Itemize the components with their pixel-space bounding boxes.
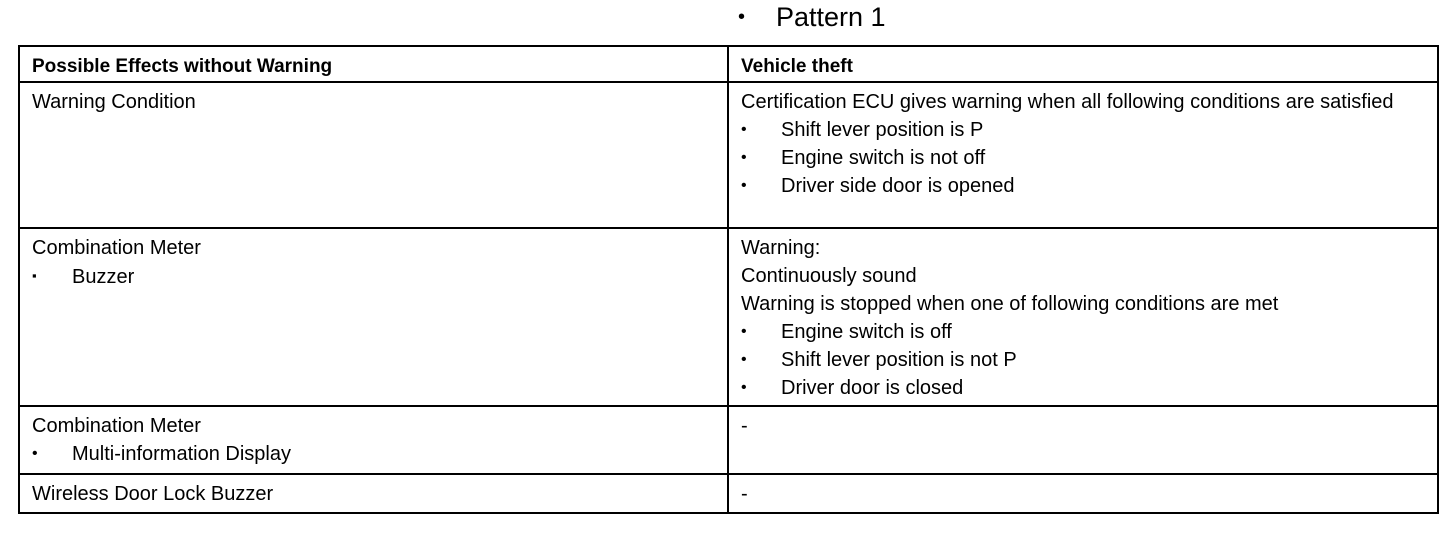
- row-title: Combination Meter: [32, 415, 201, 437]
- list-item-text: Driver side door is opened: [781, 175, 1015, 197]
- list-item-text: Shift lever position is not P: [781, 349, 1017, 371]
- row-title: Warning Condition: [32, 91, 196, 113]
- list-item-text: Buzzer: [72, 266, 135, 288]
- list-item: [741, 346, 1437, 374]
- list-item: [741, 116, 1437, 144]
- bullet-icon: •: [32, 445, 38, 462]
- list-item: [741, 144, 1437, 172]
- list-item: [32, 440, 727, 468]
- condition-intro: Certification ECU gives warning when all following conditions are satisfied: [741, 91, 1394, 113]
- cell-buzzer-detail: [728, 228, 1438, 406]
- header-possible-effects: Possible Effects without Warning: [19, 46, 728, 82]
- empty-value: -: [741, 415, 748, 437]
- table-row: [19, 228, 1438, 406]
- cell-combination-meter-buzzer: [19, 228, 728, 406]
- cell-warning-condition: [19, 82, 728, 228]
- table-row: [19, 406, 1438, 474]
- list-item: [741, 318, 1437, 346]
- empty-value: -: [741, 483, 748, 505]
- bullet-icon: •: [741, 177, 747, 194]
- bullet-icon: •: [741, 351, 747, 368]
- table-row: [19, 82, 1438, 228]
- bullet-icon: •: [738, 6, 746, 28]
- cell-door-lock-detail: [728, 474, 1438, 513]
- list-item-text: Multi-information Display: [72, 443, 291, 465]
- list-item: [32, 262, 727, 291]
- square-bullet-icon: ▪: [32, 268, 37, 283]
- pattern-title: Pattern 1: [776, 2, 886, 32]
- bullet-icon: •: [741, 121, 747, 138]
- bullet-icon: •: [741, 323, 747, 340]
- list-item: [741, 374, 1437, 402]
- detail-line: Continuously sound: [741, 265, 917, 287]
- list-item-text: Engine switch is off: [781, 321, 952, 343]
- cell-combination-meter-display: [19, 406, 728, 474]
- list-item-text: Engine switch is not off: [781, 147, 986, 169]
- header-vehicle-theft: Vehicle theft: [728, 46, 1438, 82]
- list-item-text: Driver door is closed: [781, 377, 964, 399]
- effects-table: [18, 45, 1439, 514]
- cell-wireless-door-lock-buzzer: [19, 474, 728, 513]
- list-item: [741, 172, 1437, 200]
- bullet-icon: •: [741, 149, 747, 166]
- cell-display-detail: [728, 406, 1438, 474]
- detail-line: Warning:: [741, 237, 821, 259]
- row-title: Combination Meter: [32, 237, 201, 259]
- cell-warning-condition-detail: [728, 82, 1438, 228]
- detail-line: Warning is stopped when one of following conditions are met: [741, 293, 1279, 315]
- bullet-icon: •: [741, 379, 747, 396]
- table-row: [19, 474, 1438, 513]
- table-header-row: [19, 46, 1438, 82]
- pattern-heading: [738, 0, 886, 34]
- row-title: Wireless Door Lock Buzzer: [32, 483, 274, 505]
- list-item-text: Shift lever position is P: [781, 119, 984, 141]
